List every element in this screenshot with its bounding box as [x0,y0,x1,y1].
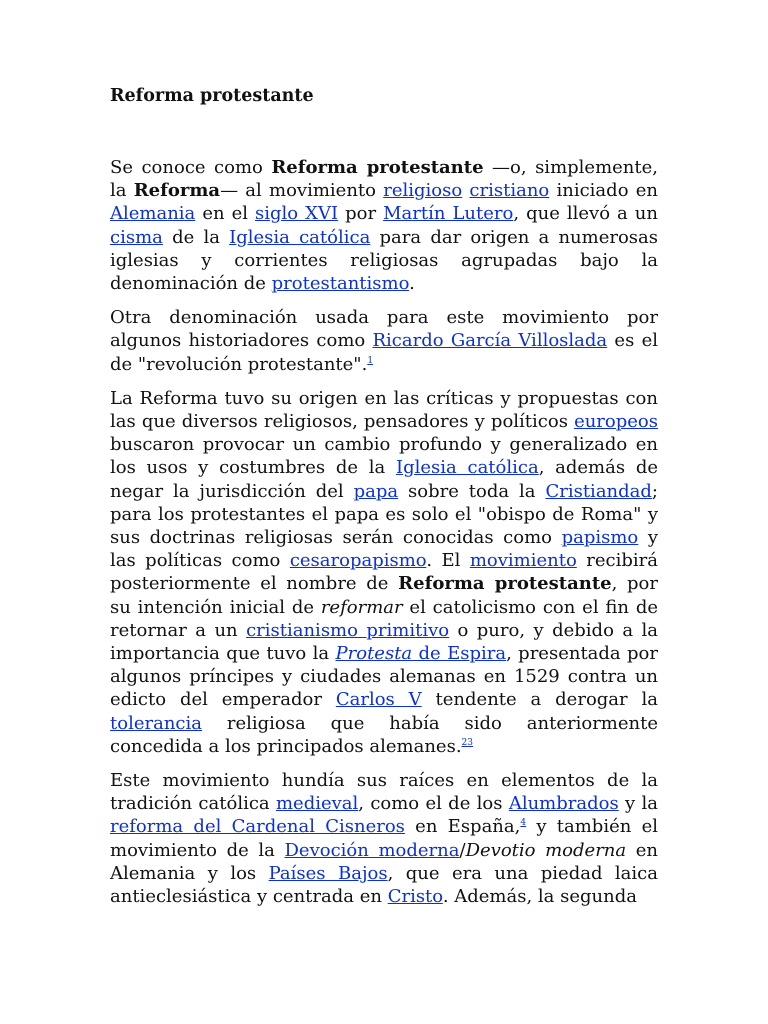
link-cesaropapismo[interactable]: cesaropapismo [289,550,427,572]
text: Se conoce como [110,157,272,178]
bold-term: Reforma protestante [271,157,484,178]
paragraph-raices [110,769,658,908]
paragraph-intro [110,156,658,295]
link-alumbrados[interactable]: Alumbrados [508,793,619,815]
text: religiosa que había sido anteriormente concedida a los principados alemanes. [110,712,658,757]
text: recibirá posteriormente el nombre de [110,550,658,595]
italic-term: reformar [320,596,403,618]
footnote-link[interactable]: 1 [367,355,374,366]
text: y las políticas como [110,527,658,572]
link-movimiento[interactable]: movimiento [469,550,577,572]
text: Este movimiento hundía sus raíces en elementos de la tradición católica [110,770,658,815]
text: el catolicismo con el fin de retornar a un [110,596,659,641]
text: , además de negar la jurisdicción del [110,457,658,502]
link-papismo[interactable]: papismo [561,527,639,549]
text: . El [426,550,470,572]
bold-term: Reforma [133,180,221,202]
bold-term: Reforma protestante [398,573,612,595]
text: , por su intención inicial de [110,573,658,618]
text: , que era una piedad laica antieclesiástica y centrada en [110,862,658,908]
link-tolerancia[interactable]: tolerancia [110,712,202,734]
text: , presentada por algunos príncipes y ciudades alemanas en 1529 contra un edicto del emperador [110,643,658,711]
text: de la [162,226,230,248]
link-cisma[interactable]: cisma [110,226,163,248]
link-martin-lutero[interactable]: Martín Lutero [383,203,514,225]
link-protestantismo[interactable]: protestantismo [271,273,410,295]
link-iglesia-catolica[interactable]: Iglesia católica [396,457,539,479]
text: . [409,273,415,295]
link-cristianismo-primitivo[interactable]: cristianismo primitivo [246,619,450,641]
text: o puro, y debido a la importancia que tuvo la [110,619,658,665]
link-papa[interactable]: papa [353,480,399,502]
link-religioso[interactable]: religioso [383,180,463,202]
text: sobre toda la [398,480,546,502]
footnote-ref[interactable] [462,738,473,748]
footnote-ref[interactable] [367,356,373,366]
paragraph-denominacion [110,306,658,376]
text: iniciado en [549,180,658,202]
link-italic-part: Protesta [335,643,413,665]
link-rest: de Espira [412,643,507,665]
text: en Alemania y los [110,839,658,884]
text: y también el movimiento de la [110,816,658,861]
link-ricardo-garcia-villoslada[interactable]: Ricardo García Villoslada [372,330,608,352]
text: Otra denominación usada para este movimiento por algunos historiadores como [110,307,658,352]
link-reforma-cisneros[interactable]: reforma del Cardenal Cisneros [110,816,405,838]
document-title: Reforma protestante [110,86,314,106]
text: buscaron provocar un cambio profundo y generalizado en los usos y costumbres de la [110,434,658,479]
italic-term: Devotio moderna [465,839,627,861]
text: por [338,203,384,225]
link-cristo[interactable]: Cristo [387,886,443,908]
document-page [110,84,658,919]
link-carlos-v[interactable]: Carlos V [335,689,422,711]
text: / [459,839,466,861]
text: — al movimiento [220,180,384,202]
link-cristiano[interactable]: cristiano [469,180,550,202]
text: en el [195,203,256,225]
text: —o, simplemente, la [110,157,658,202]
text: , que llevó a un [513,203,658,225]
text: tendente a derogar la [421,689,659,711]
link-siglo-xvi[interactable]: siglo XVI [255,203,339,225]
text: ; para los protestantes el papa es solo el "obispo de Roma" y sus doctrinas religiosas serán conocidas como [110,480,658,549]
paragraph-origen [110,387,658,758]
text: en España, [404,816,521,838]
footnote-link[interactable]: 3 [467,737,474,748]
link-devocion-moderna[interactable]: Devoción moderna [284,839,460,861]
link-protesta-de-espira[interactable] [336,643,507,664]
link-alemania[interactable]: Alemania [110,203,196,225]
footnote-link[interactable]: 4 [520,818,527,829]
link-medieval[interactable]: medieval [275,793,359,815]
link-europeos[interactable]: europeos [574,411,658,433]
link-iglesia-catolica[interactable]: Iglesia católica [229,226,371,248]
footnote-link[interactable]: 2 [461,737,468,748]
text: , como el de los [358,793,509,815]
text: . Además, la segunda [442,886,637,908]
text: y la [618,793,658,815]
link-paises-bajos[interactable]: Países Bajos [268,862,388,884]
text: es el de "revolución protestante". [110,330,658,375]
link-cristiandad[interactable]: Cristiandad [545,480,652,502]
text: La Reforma tuvo su origen en las críticas y propuestas con las que diversos religiosos, pensadores y políticos [110,387,658,433]
text: para dar origen a numerosas iglesias y corrientes religiosas agrupadas bajo la denominación de [110,226,659,295]
